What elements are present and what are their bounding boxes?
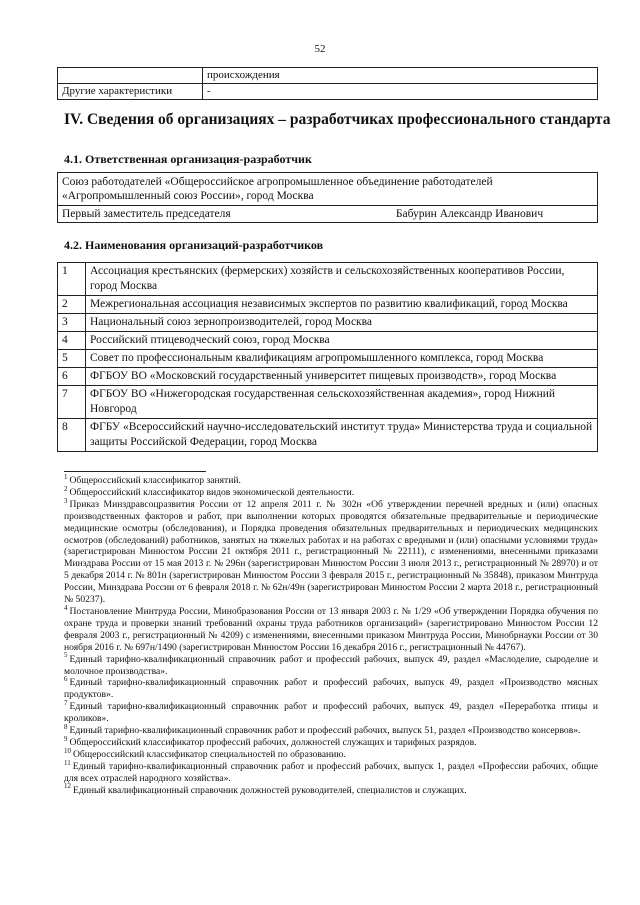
footnote (64, 496, 598, 606)
page-number: 52 (314, 43, 326, 55)
footnote-number: 1 (64, 472, 68, 481)
footnote-text: Постановление Минтруда России, Минобразования России от 13 января 2003 г. № 1/29 «Об утверждении Порядка обучения по охране труда и проверки знаний требований охраны труда работников организаций» (зарегистрировано Минюстом России 12 февраля 2003 г., регистрационный № 4209) с изменениями, внесенными приказом Минтруда России, Минобрнауки России от 30 ноября 2016 г. № 697н/1490 (зарегистрирован Минюстом России 16 декабря 2016 г., регистрационный № 44767). (64, 605, 598, 653)
table-row (58, 296, 598, 314)
table-row (58, 314, 598, 332)
table-row (58, 173, 598, 206)
table-row (58, 263, 598, 296)
footnote (64, 603, 598, 654)
footnote-text: Единый тарифно-квалификационный справочник работ и профессий рабочих, выпуск 49, раздел «Переработка птицы и кроликов». (64, 701, 598, 725)
footnote-number: 3 (64, 496, 68, 505)
footnote-text: Общероссийский классификатор профессий рабочих, должностей служащих и тарифных разрядов. (69, 736, 477, 748)
footnote (64, 722, 598, 737)
table-row (58, 419, 598, 452)
footnote-text: Единый квалификационный справочник должностей руководителей, специалистов и служащих. (73, 784, 467, 796)
org-name: Ассоциация крестьянских (фермерских) хозяйств и сельскохозяйственных кооперативов России, город Москва (86, 263, 598, 296)
person-cell: Бабурин Александр Иванович (246, 206, 598, 223)
footnote-text: Приказ Минздравсоцразвития России от 12 апреля 2011 г. № 302н «Об утверждении перечней вредных и (или) опасных производственных факторов и работ, при выполнении которых проводятся обязательные предварительные и периодические медицинские осмотры (обследования), и Порядка проведения обязательных предварительных и периодических медицинских осмотров (обследований) работников, занятых на тяжелых работах и на работах с вредными и (или) опасными условиями труда» (зарегистрирован Минюстом России 21 октября 2011 г., регистрационный № 22111), с изменениями, внесенными приказами Минздрава России от 15 мая 2013 г. № 296н (зарегистрирован Минюстом России 3 июля 2013 г., регистрационный № 28970) и от 5 декабря 2014 г. № 801н (зарегистрирован Минюстом России 3 февраля 2015 г., регистрационный № 35848), приказом Минтруда России, Минздрава России от 6 февраля 2018 г. № 62н/49н (зарегистрирован Минюстом России 2 марта 2018 г., регистрационный № 50237). (64, 498, 598, 606)
footnote-number: 4 (64, 603, 68, 612)
table-row (58, 84, 598, 100)
org-name: Российский птицеводческий союз, город Москва (86, 332, 598, 350)
footnote (64, 758, 598, 785)
org-name: Межрегиональная ассоциация независимых экспертов по развитию квалификаций, город Москва (86, 296, 598, 314)
footnote-text: Единый тарифно-квалификационный справочник работ и профессий рабочих, выпуск 51, раздел «Производство консервов». (69, 725, 581, 737)
developers-heading: 4.2. Наименования организаций-разработчиков (64, 238, 324, 252)
row-number: 5 (58, 350, 86, 368)
table-row (58, 368, 598, 386)
org-name: Совет по профессиональным квалификациям агропромышленного комплекса, город Москва (86, 350, 598, 368)
footnote-number: 2 (64, 484, 68, 493)
table-cell: - (203, 84, 598, 100)
footnote-number: 5 (64, 651, 68, 660)
footnote-text: Общероссийский классификатор видов экономической деятельности. (69, 486, 355, 498)
footnote (64, 677, 598, 701)
position-cell: Первый заместитель председателя (58, 206, 246, 223)
table-row (58, 350, 598, 368)
footnote-number: 12 (64, 782, 71, 791)
table-cell: происхождения (203, 68, 598, 84)
section-title: IV. Сведения об организациях – разработчиках профессионального стандарта (64, 111, 611, 128)
footnote-number: 11 (64, 758, 71, 767)
org-name: ФГБОУ ВО «Московский государственный университет пищевых производств», город Москва (86, 368, 598, 386)
footnote-separator (64, 471, 206, 472)
responsible-org-table (57, 172, 598, 223)
footnote-text: Общероссийский классификатор занятий. (69, 475, 241, 486)
footnote-number: 6 (64, 675, 68, 684)
characteristics-table (57, 67, 598, 100)
org-name-cell: Союз работодателей «Общероссийское агропромышленное объединение работодателей «Агропромышленный союз России», город Москва (58, 173, 598, 206)
footnote (64, 472, 598, 487)
responsible-heading: 4.1. Ответственная организация-разработчик (64, 152, 312, 166)
footnote (64, 484, 598, 499)
footnote (64, 734, 598, 749)
footnote (64, 782, 598, 797)
footnote-text: Общероссийский классификатор специальностей по образованию. (73, 748, 346, 760)
footnote-number: 10 (64, 746, 71, 755)
footnotes (64, 472, 598, 796)
org-name: ФГБУ «Всероссийский научно-исследовательский институт труда» Министерства труда и социальной защиты Российской Федерации, город Москва (86, 419, 598, 452)
table-cell (58, 68, 203, 84)
table-row (58, 386, 598, 419)
row-number: 6 (58, 368, 86, 386)
row-number: 8 (58, 419, 86, 452)
footnote-number: 9 (64, 734, 68, 743)
table-row (58, 206, 598, 223)
table-cell: Другие характеристики (58, 84, 203, 100)
footnote (64, 701, 598, 725)
footnote (64, 651, 598, 678)
row-number: 2 (58, 296, 86, 314)
footnote (64, 746, 598, 761)
table-row (58, 332, 598, 350)
developers-table (57, 262, 598, 452)
footnote-number: 8 (64, 722, 68, 731)
row-number: 4 (58, 332, 86, 350)
org-name: Национальный союз зернопроизводителей, город Москва (86, 314, 598, 332)
footnote-text: Единый тарифно-квалификационный справочник работ и профессий рабочих, выпуск 1, раздел «Профессии рабочих, общие для всех отраслей народного хозяйства». (64, 760, 598, 784)
table-row (58, 68, 598, 84)
row-number: 7 (58, 386, 86, 419)
footnote-number: 7 (64, 699, 68, 708)
row-number: 3 (58, 314, 86, 332)
footnote-text: Единый тарифно-квалификационный справочник работ и профессий рабочих, выпуск 49, раздел «Маслоделие, сыроделие и молочное производства». (64, 653, 598, 677)
org-name: ФГБОУ ВО «Нижегородская государственная сельскохозяйственная академия», город Нижний Новгород (86, 386, 598, 419)
row-number: 1 (58, 263, 86, 296)
footnote-text: Единый тарифно-квалификационный справочник работ и профессий рабочих, выпуск 49, раздел «Производство мясных продуктов». (64, 677, 598, 701)
